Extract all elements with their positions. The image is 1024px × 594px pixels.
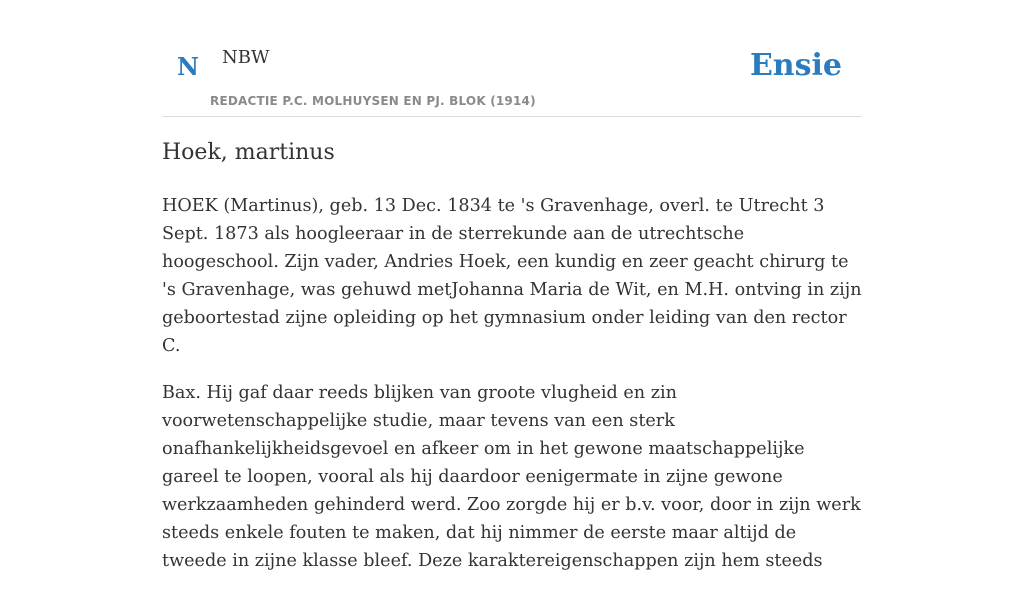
source-logo[interactable]: N <box>177 52 199 81</box>
article-body <box>162 192 862 594</box>
source-subtitle: REDACTIE P.C. MOLHUYSEN EN PJ. BLOK (1914) <box>210 94 536 108</box>
article-paragraph: Bax. Hij gaf daar reeds blijken van groote vlugheid en zin voorwetenschappelijke studie, maar tevens van een sterk onafhankelijkheidsgevoel en afkeer om in het gewone maatschappelijke gareel te loopen, vooral als hij daardoor eenigermate in zijne gewone werkzaamheden gehinderd werd. Zoo zorgde hij er b.v. voor, door in zijn werk steeds enkele fouten te maken, dat hij nimmer de eerste maar altijd de tweede in zijne klasse bleef. Deze karaktereigenschappen zijn hem steeds <box>162 383 861 571</box>
source-header <box>162 0 862 117</box>
article-paragraph: HOEK (Martinus), geb. 13 Dec. 1834 te 's Gravenhage, overl. te Utrecht 3 Sept. 1873 als hoogleeraar in de sterrekunde aan de utrechtsche hoogeschool. Zijn vader, Andries Hoek, een kundig en zeer geacht chirurg te 's Gravenhage, was gehuwd metJohanna Maria de Wit, en M.H. ontving in zijn geboortestad zijne opleiding op het gymnasium onder leiding van den rector C. <box>162 196 862 356</box>
ensie-logo-link[interactable]: Ensie <box>749 48 842 83</box>
source-title[interactable]: NBW <box>222 47 270 68</box>
article-title: Hoek, martinus <box>162 140 335 165</box>
